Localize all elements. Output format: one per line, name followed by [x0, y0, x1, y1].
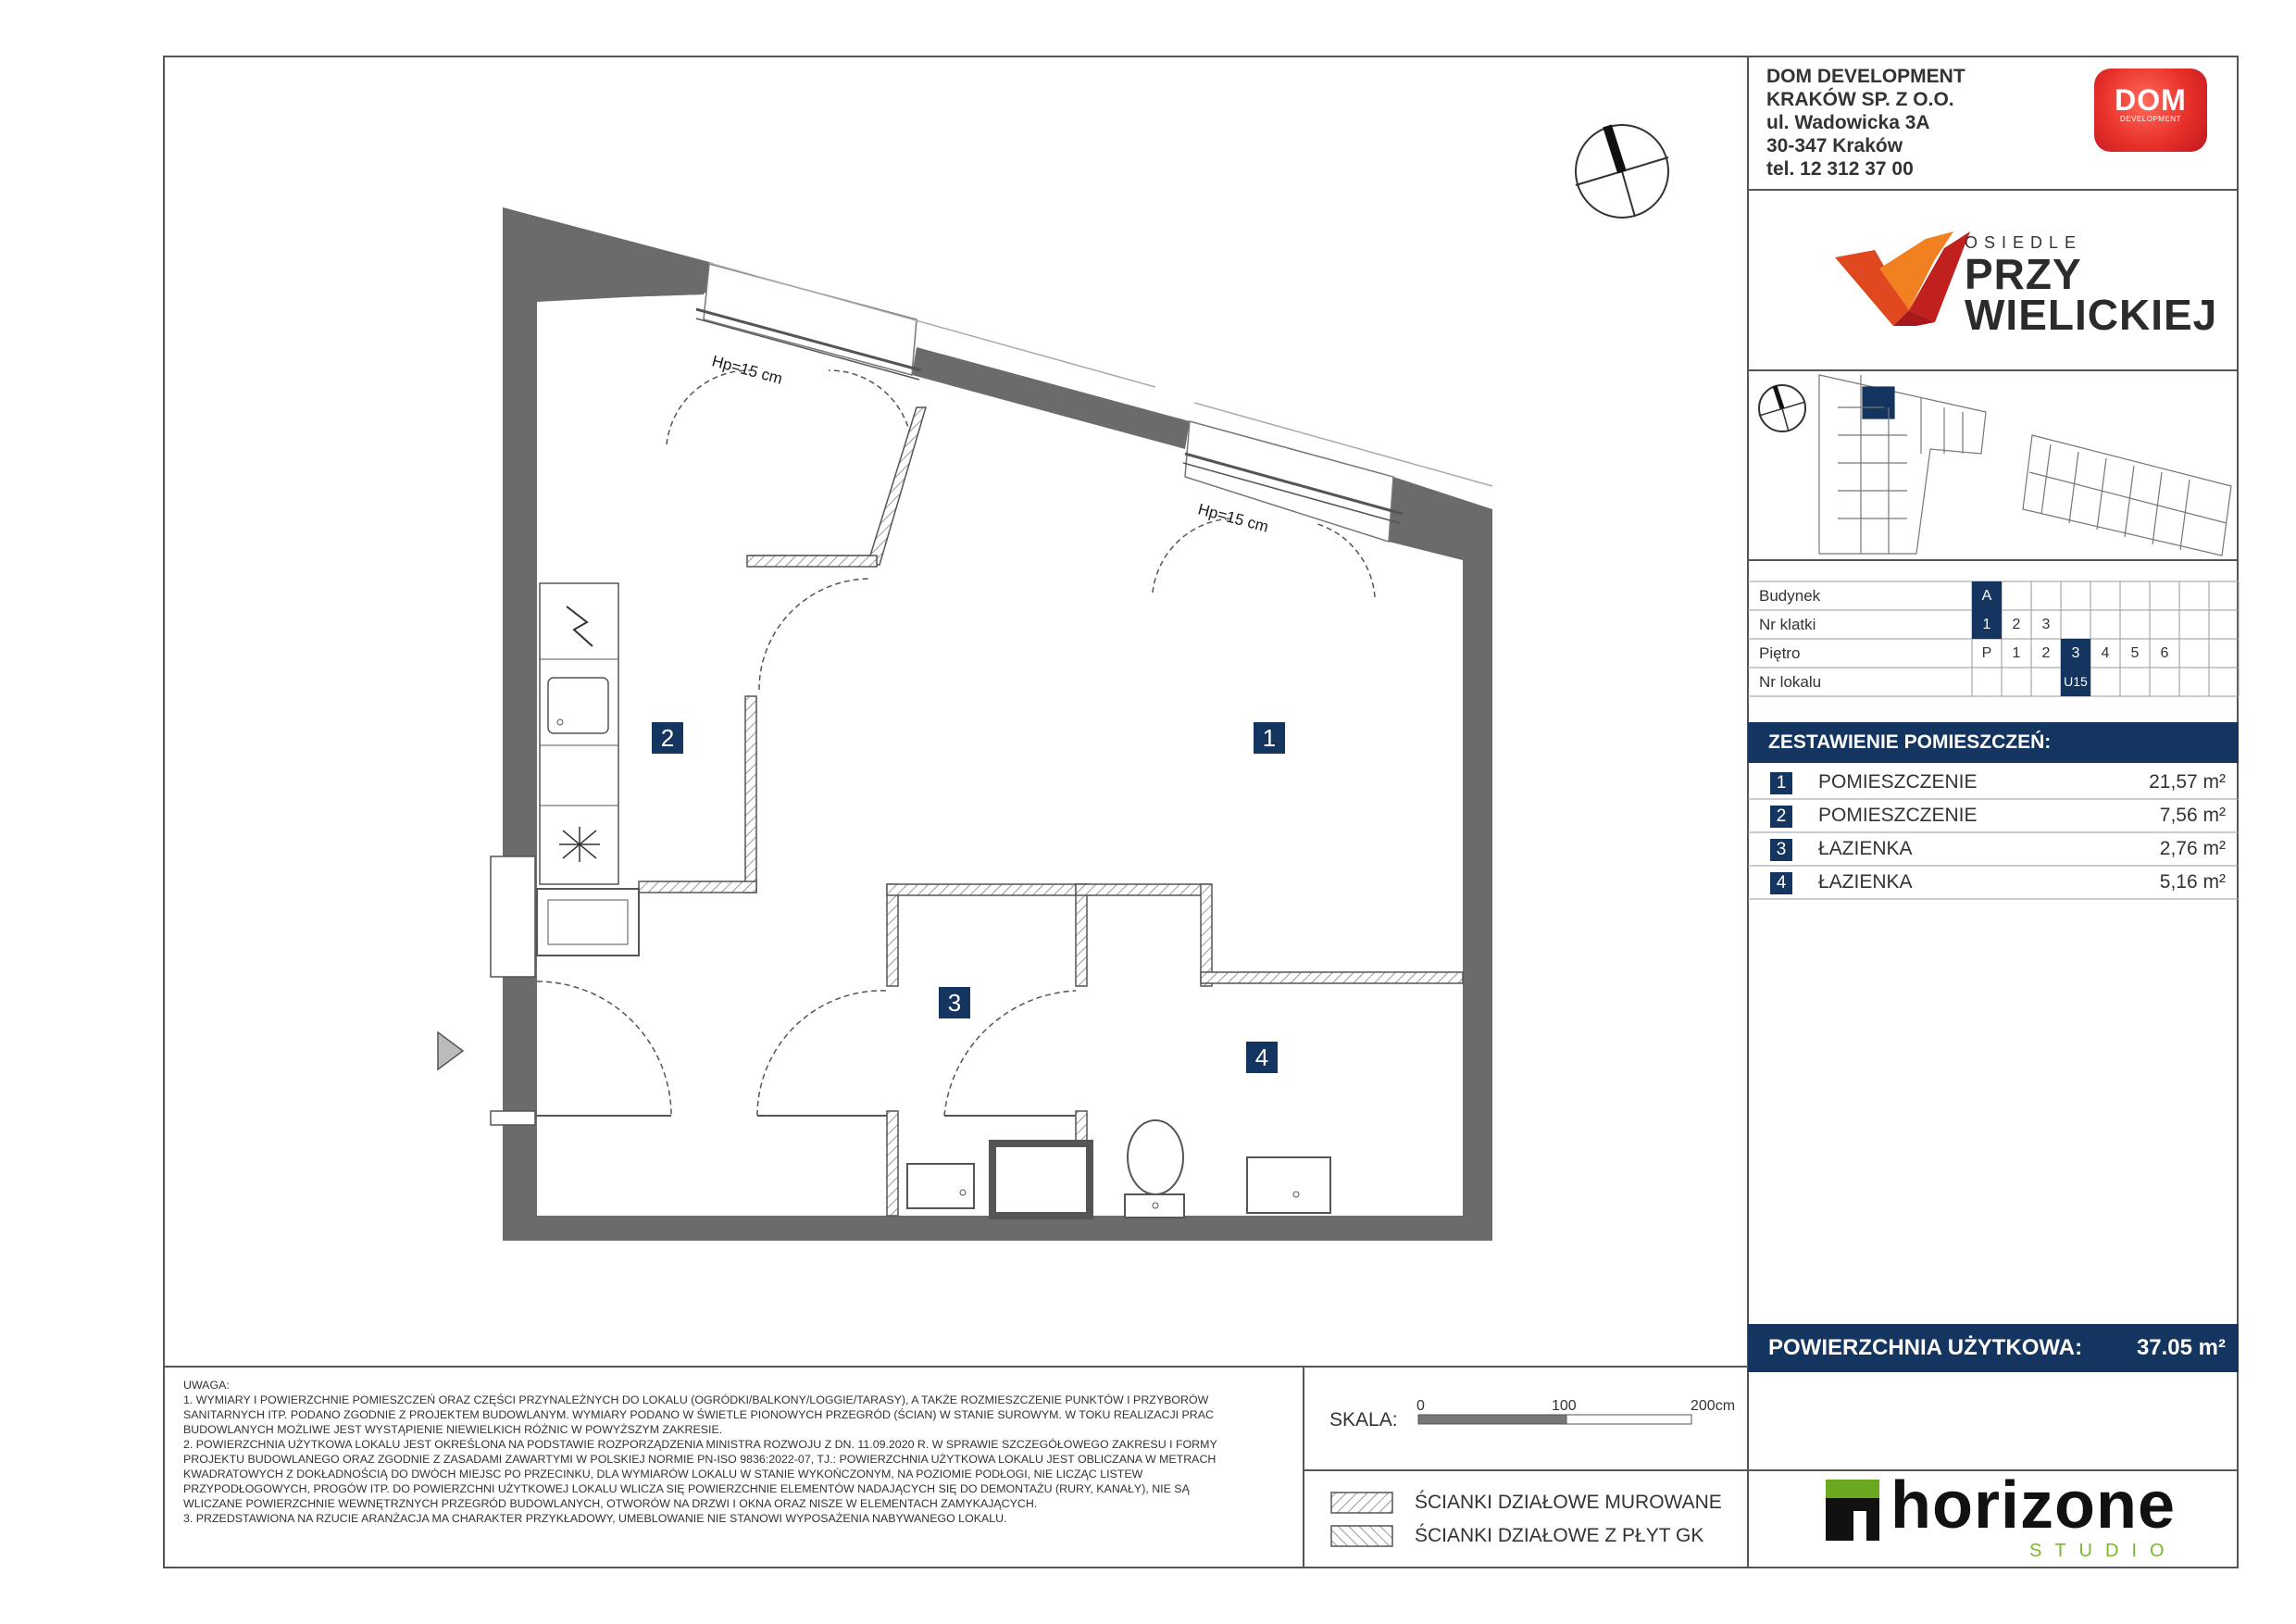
total-area	[1748, 1324, 2239, 1372]
room-badge-3: 3	[939, 987, 970, 1018]
total-area-value: 37.05 m²	[2136, 1335, 2226, 1360]
grid-cell	[2061, 581, 2090, 610]
grid-cell	[2209, 668, 2239, 696]
scale-label: SKALA:	[1329, 1409, 1398, 1430]
grid-cell	[2120, 610, 2150, 639]
window-label-2: Hp=15 cm	[1195, 500, 1271, 536]
scale-tick-200: 200cm	[1691, 1398, 1736, 1414]
grid-cell: 5	[2130, 645, 2140, 661]
grid-cell	[2120, 668, 2150, 696]
grid-cell: P	[1981, 645, 1992, 661]
scale-tick-0: 0	[1416, 1398, 1425, 1414]
room-area: 7,56 m²	[2159, 805, 2226, 826]
grid-label-floor: Piętro	[1759, 644, 1801, 662]
grid-cell: 3	[2061, 639, 2090, 668]
note-line: BUDOWLANYCH MOŻLIWE JEST WYSTĄPIENIE NIEWIELKICH RÓŻNIC W POWYŻSZYM ZAKRESIE.	[183, 1423, 723, 1436]
studio-name: horizone	[1890, 1468, 2176, 1543]
mini-compass-icon	[1759, 385, 1805, 431]
legend-swatch-masonry	[1331, 1493, 1392, 1513]
notes	[183, 1378, 1285, 1526]
legend-masonry: ŚCIANKI DZIAŁOWE MUROWANE	[1415, 1492, 1722, 1513]
note-line: UWAGA:	[183, 1379, 230, 1392]
room-name: POMIESZCZENIE	[1818, 805, 1978, 826]
note-line: SANITARNYCH ITP. PODANO ZGODNIE Z PROJEKTEM BUDOWLANYM. WYMIARY PODANO W ŚWIETLE PIONOWYCH PRZEGRÓD (ŚCIAN) W STANIE SUROWYM. W TOKU REALIZACJI PRAC	[183, 1408, 1214, 1421]
room-name: ŁAZIENKA	[1818, 838, 1913, 859]
room-area: 21,57 m²	[2149, 771, 2226, 793]
room-name: POMIESZCZENIE	[1818, 771, 1978, 793]
grid-cell: 4	[2101, 645, 2110, 661]
room-number: 1	[1770, 772, 1792, 794]
note-line: 1. WYMIARY I POWIERZCHNIE POMIESZCZEŃ ORAZ CZĘŚCI PRZYNALEŻNYCH DO LOKALU (OGRÓDKI/BALKONY/LOGGIE/TARASY), A TAKŻE ROZMIESZCZENIE PUNKTÓW I PRZYBORÓW	[183, 1393, 1209, 1406]
room-name: ŁAZIENKA	[1818, 871, 1913, 893]
room-area: 2,76 m²	[2159, 838, 2226, 859]
grid-cell	[2150, 581, 2179, 610]
fridge-icon	[559, 827, 600, 862]
company-line: ul. Wadowicka 3A	[1766, 112, 1930, 133]
company-line: DOM DEVELOPMENT	[1766, 66, 1965, 87]
company-line: 30-347 Kraków	[1766, 135, 1903, 156]
grid-cell	[2090, 610, 2120, 639]
legend-swatch-gk	[1331, 1526, 1392, 1546]
note-line: WLICZANE POWIERZCHNIE WEWNĘTRZNYCH PRZEGRÓD BUDOWLANYCH, OTWORÓW NA DRZWI I OKNA ORAZ NISZE W ELEMENTACH ZAMYKAJĄCYCH.	[183, 1497, 1038, 1510]
wall-south	[503, 1216, 1492, 1241]
scale-bar	[1418, 1415, 1691, 1424]
room-row	[1748, 832, 2239, 866]
dom-logo	[2094, 69, 2207, 152]
grid-cell	[2179, 610, 2209, 639]
grid-cell: A	[1972, 581, 2002, 610]
room-number: 4	[1770, 872, 1792, 894]
grid-label-staircase: Nr klatki	[1759, 616, 1816, 633]
brand-logo-icon	[1835, 231, 1970, 326]
grid-cell	[2150, 610, 2179, 639]
brand-line2: WIELICKIEJ	[1965, 291, 2218, 339]
grid-cell	[2209, 639, 2239, 668]
brand-name	[1965, 250, 2218, 339]
wall-north-mid	[912, 347, 1190, 449]
toilet-icon	[1128, 1120, 1183, 1194]
grid-cell: U15	[2061, 668, 2090, 696]
grid-cell	[2179, 668, 2209, 696]
grid-cell	[2209, 581, 2239, 610]
company-line: tel. 12 312 37 00	[1766, 158, 1914, 180]
grid-label-unit: Nr lokalu	[1759, 673, 1822, 691]
room-badge-4: 4	[1246, 1042, 1278, 1073]
room-row	[1748, 766, 2239, 799]
rooms-section-title: ZESTAWIENIE POMIESZCZEŃ:	[1748, 722, 2239, 763]
grid-cell	[2150, 668, 2179, 696]
note-line: 3. PRZEDSTAWIONA NA RZUCIE ARANŻACJA MA CHARAKTER PRZYKŁADOWY, UMEBLOWANIE NIE STANOWI WYPOSAŻENIA NABYWANEGO LOKALU.	[183, 1512, 1007, 1525]
room-badge-1: 1	[1254, 722, 1285, 754]
dom-logo-text: DOM	[2115, 83, 2187, 117]
grid-cell: 2	[2041, 645, 2051, 661]
room-badge-2: 2	[652, 722, 683, 754]
grid-cell	[2002, 668, 2031, 696]
total-area-label: POWIERZCHNIA UŻYTKOWA:	[1768, 1335, 2083, 1360]
grid-cell	[2090, 668, 2120, 696]
note-line: KWADRATOWYCH Z DOKŁADNOŚCIĄ DO DWÓCH MIEJSC PO PRZECINKU, DLA WYMIARÓW LOKALU W STANIE WYKOŃCZONYM, NA POZIOMIE PODŁOGI, NIE LICZĄC LISTEW	[183, 1468, 1143, 1480]
legend-gk: ŚCIANKI DZIAŁOWE Z PŁYT GK	[1415, 1525, 1704, 1546]
grid-label-building: Budynek	[1759, 587, 1821, 605]
grid-cell	[2120, 581, 2150, 610]
grid-cell	[2031, 581, 2061, 610]
note-line: PRZYPODŁOGOWYCH, PROGÓW ITP. DO POWIERZCHNI UŻYTKOWEJ LOKALU WLICZA SIĘ POWIERZCHNIE ELEMENTÓW NADAJĄCYCH SIĘ DO DEMONTAŻU (RURY, KANAŁY), NIE SĄ	[183, 1482, 1190, 1495]
grid-cell	[2002, 581, 2031, 610]
grid-cell	[1972, 668, 2002, 696]
grid-cell	[2031, 668, 2061, 696]
room-area: 5,16 m²	[2159, 871, 2226, 893]
room-number: 3	[1770, 839, 1792, 861]
grid-cell: 6	[2160, 645, 2169, 661]
washbasin-4	[1247, 1157, 1330, 1213]
grid-cell	[2179, 639, 2209, 668]
compass-icon	[1576, 125, 1668, 218]
studio-sub: STUDIO	[2029, 1541, 2177, 1561]
room-row	[1748, 866, 2239, 899]
window-label-1: Hp=15 cm	[709, 352, 785, 388]
grid-cell: 1	[1972, 610, 2002, 639]
company-line: KRAKÓW SP. Z O.O.	[1766, 89, 1954, 110]
room-row	[1748, 799, 2239, 832]
grid-cell: 2	[2012, 617, 2021, 632]
sink-icon	[548, 678, 608, 733]
site-plan-thumbnail	[1819, 375, 2231, 556]
note-line: 2. POWIERZCHNIA UŻYTKOWA LOKALU JEST OKREŚLONA NA PODSTAWIE ROZPORZĄDZENIA MINISTRA ROZWOJU Z DN. 11.09.2020 R. W SPRAWIE SZCZEGÓŁOWEGO ZAKRESU I FORMY	[183, 1438, 1217, 1451]
grid-cell	[2090, 581, 2120, 610]
grid-cell	[2061, 610, 2090, 639]
washbasin-3	[907, 1164, 974, 1208]
scale-tick-100: 100	[1552, 1398, 1577, 1414]
brand-small: OSIEDLE	[1965, 233, 2083, 252]
company-address	[1766, 65, 1965, 181]
wall-east	[1389, 477, 1492, 1241]
entry-arrow-icon	[438, 1032, 463, 1069]
grid-cell: 1	[2012, 645, 2021, 661]
grid-cell: 3	[2041, 617, 2051, 632]
brand-line1: PRZY	[1965, 250, 2082, 298]
room-number: 2	[1770, 806, 1792, 828]
grid-cell	[2209, 610, 2239, 639]
horizone-logo-icon	[1826, 1480, 1879, 1541]
dom-logo-sub: DEVELOPMENT	[2120, 115, 2181, 123]
note-line: PROJEKTU BUDOWLANEGO ORAZ ZGODNIE Z ZASADAMI ZAWARTYMI W POLSKIEJ NORMIE PN-ISO 9836:2022-07, TJ.: POWIERZCHNIA UŻYTKOWA LOKALU JEST OBLICZANA W METRACH	[183, 1453, 1217, 1466]
grid-cell	[2179, 581, 2209, 610]
